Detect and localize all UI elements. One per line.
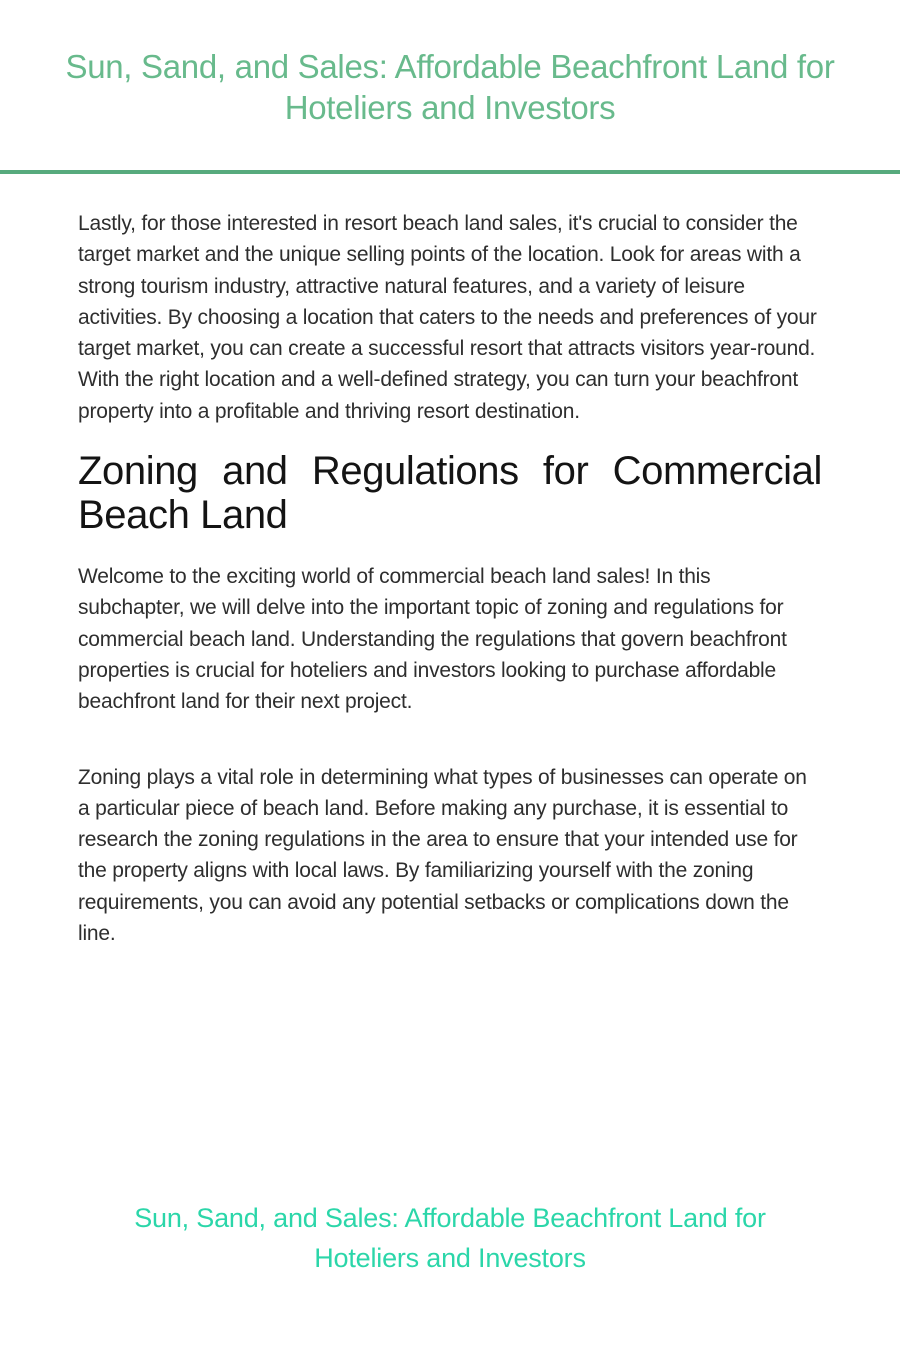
book-title — [0, 46, 900, 128]
footer-title-line2: Hoteliers and Investors — [314, 1243, 586, 1273]
paragraph-zoning-role: Zoning plays a vital role in determining what types of businesses can operate on a particular piece of beach land. Before making any purchase, it is essential to research the zoning regulations in the area to ensure that your intended use for the property aligns with local laws. By familiarizing yourself with the zoning requirements, you can avoid any potential setbacks or complications down the line. — [78, 765, 807, 946]
book-title-line2: Hoteliers and Investors — [284, 89, 616, 126]
footer-title-line1: Sun, Sand, and Sales: Affordable Beachfront Land for — [134, 1203, 766, 1233]
page-content — [0, 174, 900, 949]
footer-book-title — [0, 1198, 900, 1278]
page-footer — [0, 1198, 900, 1278]
paragraph-resort-location: Lastly, for those interested in resort beach land sales, it's crucial to consider the target market and the unique selling points of the location. Look for areas with a strong tourism industry, attractive natural features, and a variety of leisure activities. By choosing a location that caters to the needs and preferences of your target market, you can create a successful resort that attracts visitors year-round. With the right location and a well-defined strategy, you can turn your beachfront property into a profitable and thriving resort destination. — [78, 212, 817, 423]
section-heading-line1: Zoning and Regulations for Commercial — [78, 449, 822, 494]
paragraph-zoning-welcome: Welcome to the exciting world of commercial beach land sales! In this subchapter, we will delve into the important topic of zoning and regulations for commercial beach land. Understanding the regulations that govern beachfront properties is crucial for hoteliers and investors looking to purchase affordable beachfront land for their next project. — [78, 565, 787, 714]
book-title-line1: Sun, Sand, and Sales: Affordable Beachfront Land for — [65, 48, 835, 85]
section-heading-zoning — [78, 449, 822, 537]
section-heading-line2: Beach Land — [78, 493, 288, 538]
page-header — [0, 0, 900, 128]
